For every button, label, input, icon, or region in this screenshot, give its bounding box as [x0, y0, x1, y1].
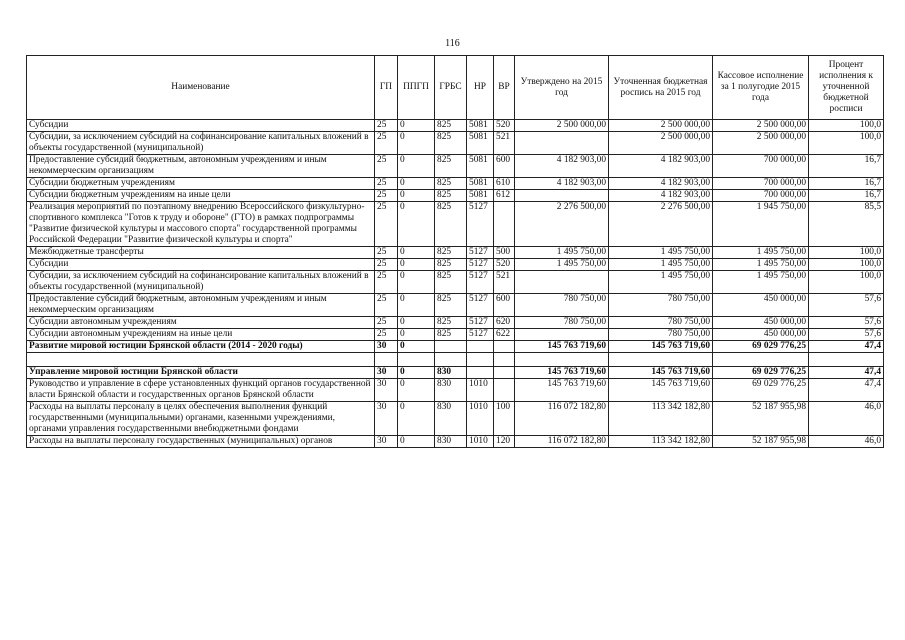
cell-revised: 780 750,00 [609, 329, 713, 341]
table-row [27, 271, 884, 294]
cell-revised: 780 750,00 [609, 317, 713, 329]
cell-revised: 1 495 750,00 [609, 271, 713, 294]
cell-vr: 612 [494, 190, 515, 202]
cell-name: Субсидии [27, 120, 375, 132]
cell-percent: 85,5 [809, 202, 884, 247]
cell-approved: 145 763 719,60 [515, 379, 609, 402]
cell-revised: 780 750,00 [609, 294, 713, 317]
cell-name: Расходы на выплаты персоналу в целях обеспечения выполнения функций государственными (муниципальными) органами, казенными учреждениями, органами управления государственными внебюджетными фондами [27, 402, 375, 436]
cell-approved: 145 763 719,60 [515, 367, 609, 379]
cell-executed: 52 187 955,98 [713, 402, 809, 436]
cell-vr [494, 202, 515, 247]
cell-grbs: 830 [435, 402, 467, 436]
cell-vr [494, 367, 515, 379]
cell-ppgp: 0 [398, 178, 435, 190]
cell-vr: 600 [494, 155, 515, 178]
cell-np: 5081 [467, 178, 494, 190]
cell-ppgp: 0 [398, 402, 435, 436]
cell-gp: 25 [375, 294, 398, 317]
cell-vr: 620 [494, 317, 515, 329]
cell-grbs: 825 [435, 259, 467, 271]
header-np: НР [467, 56, 494, 120]
cell-percent: 57,6 [809, 317, 884, 329]
budget-table [26, 55, 884, 448]
cell-name: Развитие мировой юстиции Брянской области (2014 - 2020 годы) [27, 341, 375, 353]
cell-executed: 700 000,00 [713, 155, 809, 178]
cell-approved: 2 276 500,00 [515, 202, 609, 247]
cell-name: Расходы на выплаты персоналу государственных (муниципальных) органов [27, 436, 375, 448]
cell-ppgp: 0 [398, 132, 435, 155]
cell-grbs: 825 [435, 329, 467, 341]
cell-ppgp: 0 [398, 190, 435, 202]
empty-cell [398, 353, 435, 367]
cell-vr: 520 [494, 259, 515, 271]
cell-approved [515, 271, 609, 294]
cell-grbs: 825 [435, 294, 467, 317]
table-row [27, 190, 884, 202]
cell-percent: 57,6 [809, 294, 884, 317]
cell-np: 5081 [467, 120, 494, 132]
cell-revised: 2 500 000,00 [609, 132, 713, 155]
cell-grbs: 825 [435, 247, 467, 259]
cell-np: 5127 [467, 202, 494, 247]
cell-ppgp: 0 [398, 202, 435, 247]
cell-ppgp: 0 [398, 341, 435, 353]
empty-cell [809, 353, 884, 367]
cell-grbs: 825 [435, 132, 467, 155]
cell-name: Реализация мероприятий по поэтапному внедрению Всероссийского физкультурно-спортивного комплекса "Готов к труду и обороне" (ГТО) в рамках подпрограммы "Развитие физической культуры и массового спорта" государственной программы Российской Федерации "Развитие физической культуры и спорта" [27, 202, 375, 247]
table-header-row [27, 56, 884, 120]
cell-vr: 610 [494, 178, 515, 190]
cell-name: Субсидии автономным учреждениям на иные цели [27, 329, 375, 341]
table-row [27, 379, 884, 402]
cell-gp: 30 [375, 341, 398, 353]
cell-executed: 2 500 000,00 [713, 120, 809, 132]
cell-ppgp: 0 [398, 259, 435, 271]
table-row [27, 436, 884, 448]
cell-gp: 25 [375, 132, 398, 155]
cell-np: 1010 [467, 436, 494, 448]
cell-percent: 16,7 [809, 155, 884, 178]
cell-percent: 47,4 [809, 379, 884, 402]
table-row [27, 341, 884, 353]
cell-percent: 47,4 [809, 341, 884, 353]
cell-percent: 46,0 [809, 436, 884, 448]
cell-revised: 4 182 903,00 [609, 190, 713, 202]
table-row [27, 120, 884, 132]
cell-ppgp: 0 [398, 329, 435, 341]
cell-gp: 25 [375, 247, 398, 259]
cell-approved: 4 182 903,00 [515, 155, 609, 178]
cell-revised: 4 182 903,00 [609, 155, 713, 178]
cell-revised: 145 763 719,60 [609, 367, 713, 379]
table-row [27, 202, 884, 247]
cell-name: Руководство и управление в сфере установленных функций органов государственной власти Брянской области и государственных органов Брянской области [27, 379, 375, 402]
cell-gp: 25 [375, 155, 398, 178]
cell-approved: 780 750,00 [515, 294, 609, 317]
cell-gp: 30 [375, 379, 398, 402]
cell-executed: 450 000,00 [713, 294, 809, 317]
cell-name: Субсидии, за исключением субсидий на софинансирование капитальных вложений в объекты государственной (муниципальной) [27, 271, 375, 294]
table-row [27, 353, 884, 367]
cell-percent: 100,0 [809, 120, 884, 132]
cell-gp: 30 [375, 402, 398, 436]
cell-percent: 16,7 [809, 178, 884, 190]
cell-approved [515, 190, 609, 202]
cell-revised: 2 500 000,00 [609, 120, 713, 132]
cell-vr: 521 [494, 271, 515, 294]
cell-percent: 100,0 [809, 247, 884, 259]
cell-gp: 25 [375, 317, 398, 329]
cell-percent: 46,0 [809, 402, 884, 436]
cell-ppgp: 0 [398, 436, 435, 448]
cell-vr [494, 379, 515, 402]
cell-approved: 780 750,00 [515, 317, 609, 329]
cell-executed: 1 495 750,00 [713, 259, 809, 271]
cell-name: Субсидии [27, 259, 375, 271]
cell-executed: 69 029 776,25 [713, 379, 809, 402]
cell-np: 5081 [467, 155, 494, 178]
cell-grbs: 825 [435, 155, 467, 178]
table-row [27, 317, 884, 329]
cell-vr: 500 [494, 247, 515, 259]
header-percent: Процент исполнения к уточненной бюджетной росписи [809, 56, 884, 120]
cell-ppgp: 0 [398, 120, 435, 132]
cell-approved [515, 329, 609, 341]
header-revised: Уточненная бюджетная роспись на 2015 год [609, 56, 713, 120]
cell-approved: 4 182 903,00 [515, 178, 609, 190]
cell-name: Субсидии бюджетным учреждениям [27, 178, 375, 190]
cell-revised: 2 276 500,00 [609, 202, 713, 247]
cell-gp: 25 [375, 271, 398, 294]
empty-cell [494, 353, 515, 367]
header-name: Наименование [27, 56, 375, 120]
cell-revised: 145 763 719,60 [609, 341, 713, 353]
table-row [27, 247, 884, 259]
cell-percent: 16,7 [809, 190, 884, 202]
empty-cell [467, 353, 494, 367]
empty-cell [27, 353, 375, 367]
table-row [27, 178, 884, 190]
cell-grbs: 825 [435, 202, 467, 247]
cell-revised: 145 763 719,60 [609, 379, 713, 402]
cell-vr: 120 [494, 436, 515, 448]
cell-approved: 1 495 750,00 [515, 247, 609, 259]
cell-ppgp: 0 [398, 247, 435, 259]
empty-cell [515, 353, 609, 367]
table-row [27, 367, 884, 379]
cell-vr: 600 [494, 294, 515, 317]
cell-gp: 25 [375, 120, 398, 132]
cell-gp: 25 [375, 178, 398, 190]
cell-ppgp: 0 [398, 367, 435, 379]
cell-name: Субсидии бюджетным учреждениям на иные цели [27, 190, 375, 202]
header-gp: ГП [375, 56, 398, 120]
cell-approved: 2 500 000,00 [515, 120, 609, 132]
cell-np [467, 367, 494, 379]
table-row [27, 259, 884, 271]
header-approved: Утверждено на 2015 год [515, 56, 609, 120]
cell-executed: 450 000,00 [713, 317, 809, 329]
cell-ppgp: 0 [398, 271, 435, 294]
header-ppgp: ППГП [398, 56, 435, 120]
cell-grbs: 825 [435, 271, 467, 294]
cell-percent: 57,6 [809, 329, 884, 341]
empty-cell [713, 353, 809, 367]
table-row [27, 132, 884, 155]
cell-gp: 25 [375, 329, 398, 341]
cell-np: 5127 [467, 294, 494, 317]
table-body [27, 120, 884, 448]
cell-ppgp: 0 [398, 155, 435, 178]
table-row [27, 402, 884, 436]
cell-gp: 30 [375, 436, 398, 448]
cell-np: 1010 [467, 379, 494, 402]
table-row [27, 155, 884, 178]
cell-gp: 30 [375, 367, 398, 379]
cell-np: 5081 [467, 190, 494, 202]
cell-revised: 1 495 750,00 [609, 259, 713, 271]
cell-name: Субсидии, за исключением субсидий на софинансирование капитальных вложений в объекты государственной (муниципальной) [27, 132, 375, 155]
cell-name: Межбюджетные трансферты [27, 247, 375, 259]
cell-grbs: 830 [435, 379, 467, 402]
cell-name: Управление мировой юстиции Брянской области [27, 367, 375, 379]
cell-gp: 25 [375, 259, 398, 271]
cell-grbs: 830 [435, 367, 467, 379]
cell-executed: 1 495 750,00 [713, 247, 809, 259]
cell-executed: 450 000,00 [713, 329, 809, 341]
cell-approved: 1 495 750,00 [515, 259, 609, 271]
cell-grbs: 825 [435, 317, 467, 329]
cell-executed: 700 000,00 [713, 190, 809, 202]
cell-np: 5081 [467, 132, 494, 155]
cell-grbs: 830 [435, 436, 467, 448]
cell-np: 5127 [467, 329, 494, 341]
cell-vr: 622 [494, 329, 515, 341]
cell-grbs: 825 [435, 178, 467, 190]
cell-grbs: 825 [435, 120, 467, 132]
empty-cell [375, 353, 398, 367]
cell-executed: 69 029 776,25 [713, 367, 809, 379]
cell-gp: 25 [375, 202, 398, 247]
page-number: 116 [445, 38, 460, 49]
cell-approved: 116 072 182,80 [515, 436, 609, 448]
header-grbs: ГРБС [435, 56, 467, 120]
cell-revised: 113 342 182,80 [609, 402, 713, 436]
cell-ppgp: 0 [398, 294, 435, 317]
cell-vr: 520 [494, 120, 515, 132]
cell-grbs [435, 341, 467, 353]
cell-ppgp: 0 [398, 379, 435, 402]
cell-vr: 100 [494, 402, 515, 436]
cell-approved: 116 072 182,80 [515, 402, 609, 436]
table-row [27, 294, 884, 317]
cell-percent: 100,0 [809, 132, 884, 155]
cell-percent: 100,0 [809, 271, 884, 294]
cell-gp: 25 [375, 190, 398, 202]
cell-executed: 69 029 776,25 [713, 341, 809, 353]
empty-cell [609, 353, 713, 367]
cell-np: 5127 [467, 271, 494, 294]
cell-ppgp: 0 [398, 317, 435, 329]
cell-np: 5127 [467, 247, 494, 259]
cell-percent: 47,4 [809, 367, 884, 379]
cell-np: 5127 [467, 317, 494, 329]
cell-executed: 1 495 750,00 [713, 271, 809, 294]
cell-executed: 2 500 000,00 [713, 132, 809, 155]
table-row [27, 329, 884, 341]
empty-cell [435, 353, 467, 367]
cell-name: Предоставление субсидий бюджетным, автономным учреждениям и иным некоммерческим организациям [27, 155, 375, 178]
cell-vr [494, 341, 515, 353]
cell-np: 1010 [467, 402, 494, 436]
header-executed: Кассовое исполнение за 1 полугодие 2015 года [713, 56, 809, 120]
cell-executed: 1 945 750,00 [713, 202, 809, 247]
cell-revised: 4 182 903,00 [609, 178, 713, 190]
cell-vr: 521 [494, 132, 515, 155]
cell-percent: 100,0 [809, 259, 884, 271]
cell-approved [515, 132, 609, 155]
header-vr: ВР [494, 56, 515, 120]
cell-np [467, 341, 494, 353]
cell-grbs: 825 [435, 190, 467, 202]
cell-revised: 1 495 750,00 [609, 247, 713, 259]
cell-name: Субсидии автономным учреждениям [27, 317, 375, 329]
cell-executed: 52 187 955,98 [713, 436, 809, 448]
cell-approved: 145 763 719,60 [515, 341, 609, 353]
cell-executed: 700 000,00 [713, 178, 809, 190]
cell-np: 5127 [467, 259, 494, 271]
cell-revised: 113 342 182,80 [609, 436, 713, 448]
cell-name: Предоставление субсидий бюджетным, автономным учреждениям и иным некоммерческим организациям [27, 294, 375, 317]
